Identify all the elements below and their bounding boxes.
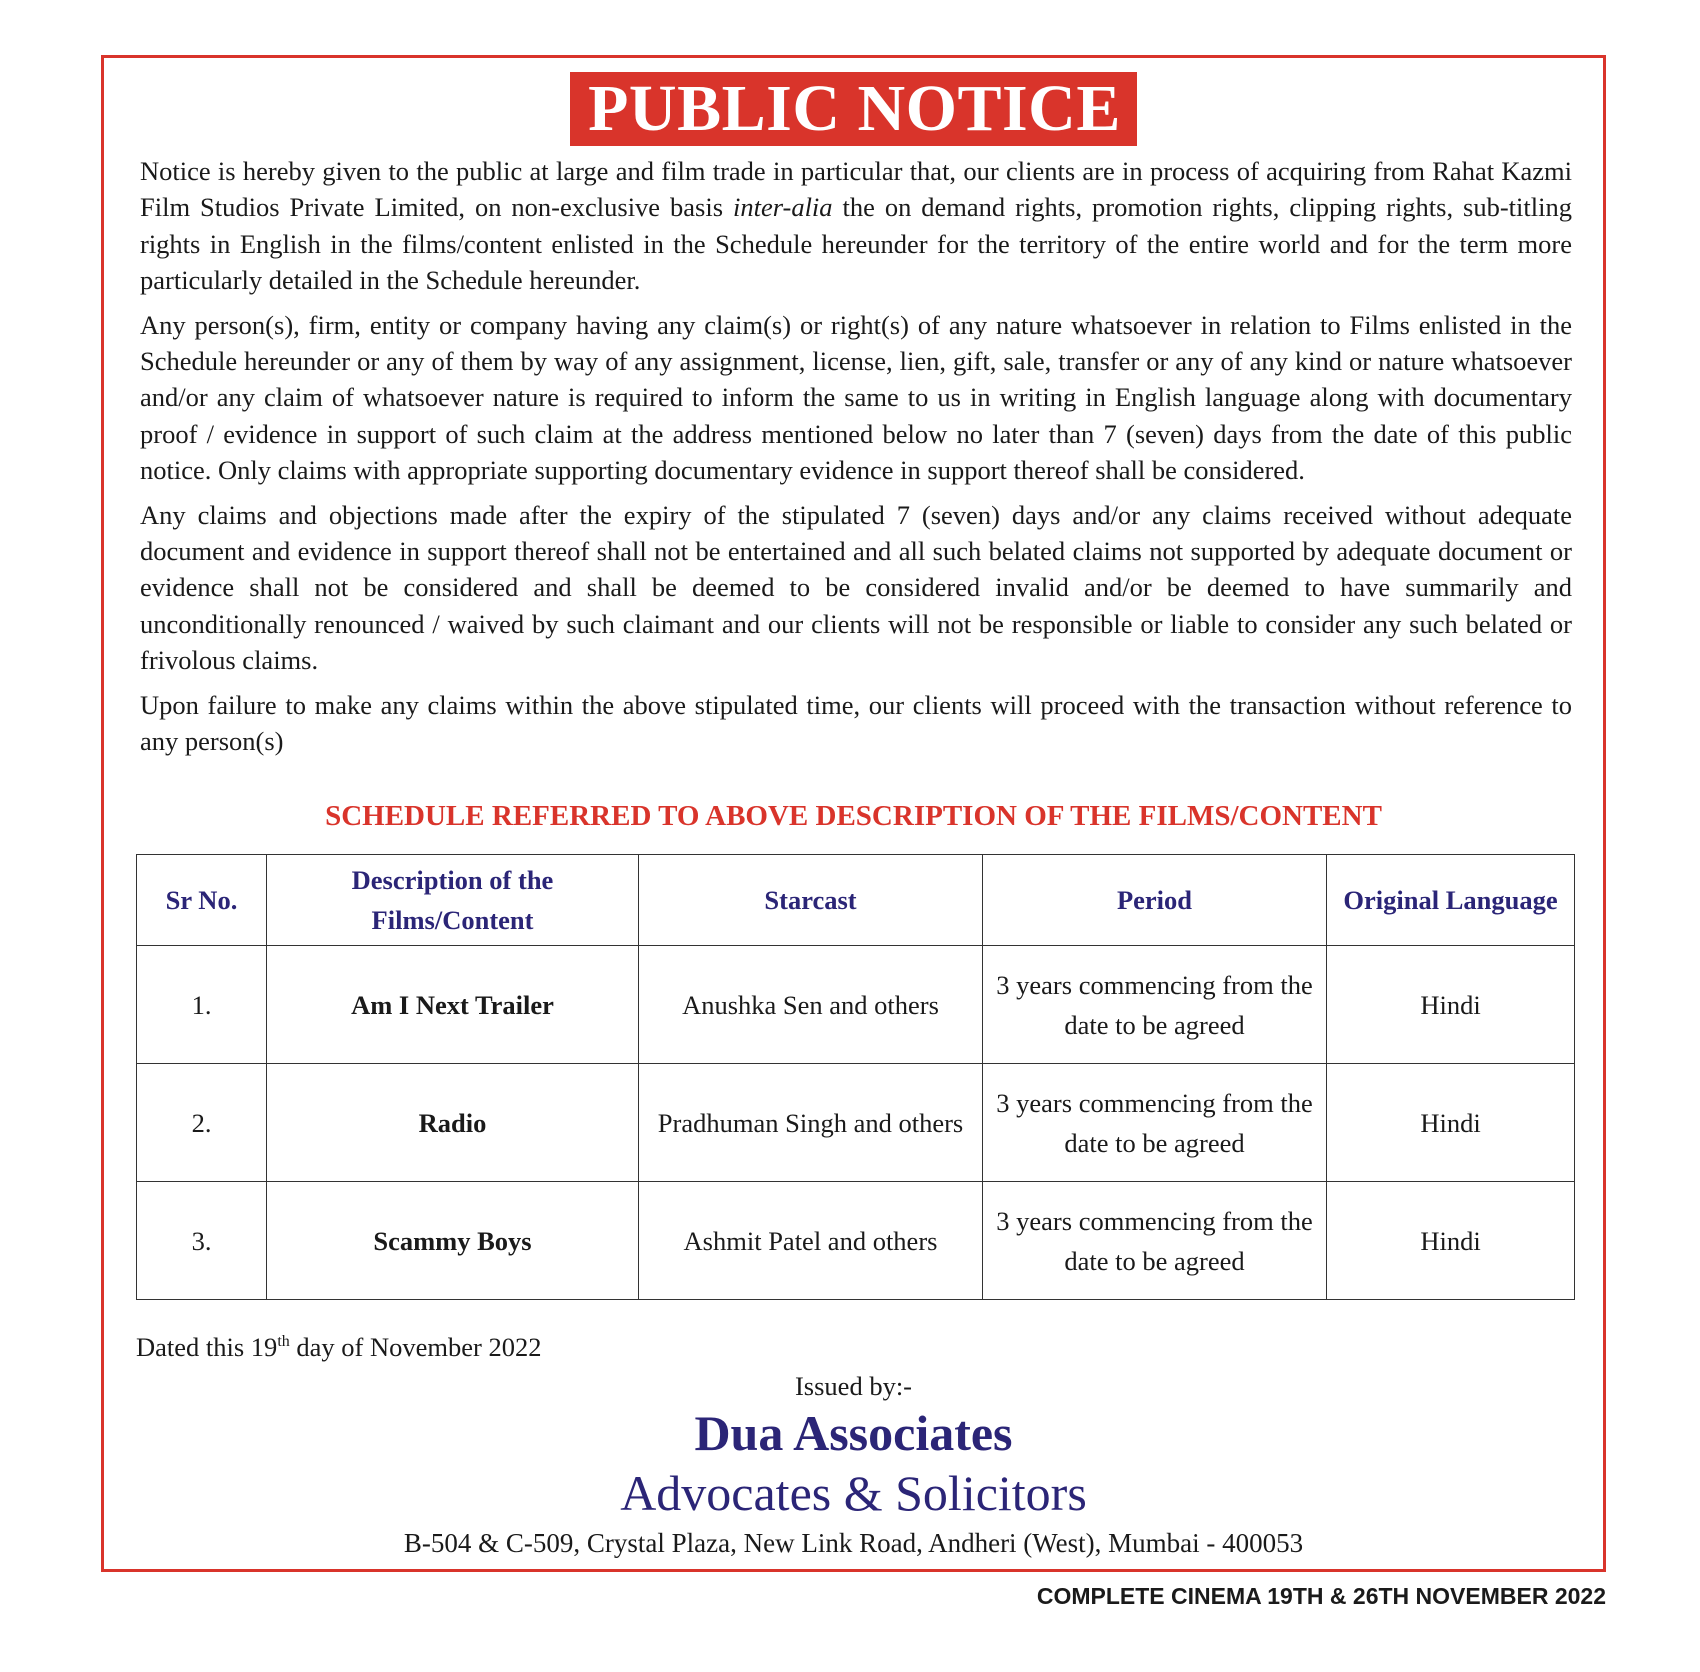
cell-starcast: Anushka Sen and others — [639, 946, 983, 1064]
table-row — [137, 1182, 1575, 1300]
firm-address: B-504 & C-509, Crystal Plaza, New Link Road, Andheri (West), Mumbai - 400053 — [403, 1528, 1304, 1558]
cell-sr: 1. — [137, 946, 267, 1064]
header-starcast: Starcast — [639, 855, 983, 946]
notice-title: PUBLIC NOTICE — [570, 72, 1137, 146]
cell-sr: 3. — [137, 1182, 267, 1300]
table-row — [137, 1064, 1575, 1182]
dated-ordinal: th — [277, 1333, 290, 1350]
issued-by: Issued by:- — [794, 1371, 913, 1401]
header-period: Period — [983, 855, 1327, 946]
dated-prefix: Dated this 19 — [136, 1331, 278, 1362]
schedule-heading: SCHEDULE REFERRED TO ABOVE DESCRIPTION OF THE FILMS/CONTENT — [325, 800, 1382, 832]
cell-period: 3 years commencing from the date to be agreed — [983, 1182, 1327, 1300]
paragraph-3: Any claims and objections made after the expiry of the stipulated 7 (seven) days and/or any claims received without adequate document and evidence in support thereof shall not be entertained and all such belated claims not supported by adequate document or evidence shall not be considered and shall be deemed to be considered invalid and/or be deemed to have summarily and unconditionally renounced / waived by such claimant and our clients will not be responsible or liable to consider any such belated or frivolous claims. — [140, 499, 1572, 676]
notice-body — [140, 153, 1572, 768]
header-language: Original Language — [1327, 855, 1575, 946]
cell-film: Am I Next Trailer — [267, 946, 639, 1064]
schedule-table — [136, 854, 1575, 1300]
paragraph-2: Any person(s), firm, entity or company having any claim(s) or right(s) of any nature whatsoever in relation to Films enlisted in the Schedule hereunder or any of them by way of any assignment, license, lien, gift, sale, transfer or any of any kind or nature whatsoever and/or any claim of whatsoever nature is required to inform the same to us in writing in English language along with documentary proof / evidence in support of such claim at the address mentioned below no later than 7 (seven) days from the date of this public notice. Only claims with appropriate supporting documentary evidence in support thereof shall be considered. — [140, 309, 1572, 486]
publication-footer: COMPLETE CINEMA 19TH & 26TH NOVEMBER 2022 — [1036, 1583, 1606, 1609]
cell-language: Hindi — [1327, 946, 1575, 1064]
cell-sr: 2. — [137, 1064, 267, 1182]
header-description: Description of the Films/Content — [267, 855, 639, 946]
paragraph-1-before: Notice is hereby given to the public at large and film trade in particular that, our clients are in process of acquiring from Rahat Kazmi Film Studios Private Limited, on non-exclusive basis — [140, 156, 1572, 223]
cell-language: Hindi — [1327, 1182, 1575, 1300]
cell-starcast: Pradhuman Singh and others — [639, 1064, 983, 1182]
table-row — [137, 946, 1575, 1064]
cell-film: Scammy Boys — [267, 1182, 639, 1300]
cell-language: Hindi — [1327, 1064, 1575, 1182]
dated-line — [136, 1324, 541, 1365]
cell-film: Radio — [267, 1064, 639, 1182]
cell-period: 3 years commencing from the date to be agreed — [983, 1064, 1327, 1182]
firm-subtitle: Advocates & Solicitors — [620, 1465, 1087, 1521]
header-sr-no: Sr No. — [137, 855, 267, 946]
title-wrap — [104, 72, 1603, 146]
notice-frame — [101, 55, 1606, 1572]
dated-suffix: day of November 2022 — [289, 1331, 542, 1362]
firm-name: Dua Associates — [694, 1405, 1013, 1461]
paragraph-1 — [140, 153, 1572, 299]
cell-period: 3 years commencing from the date to be agreed — [983, 946, 1327, 1064]
paragraph-1-italic: inter-alia — [732, 192, 833, 223]
paragraph-1-after: the on demand rights, promotion rights, clipping rights, sub-titling rights in English in the films/content enlisted in the Schedule hereunder for the territory of the entire world and for the term more particularly detailed in the Schedule hereunder. — [140, 192, 1572, 296]
cell-starcast: Ashmit Patel and others — [639, 1182, 983, 1300]
paragraph-4: Upon failure to make any claims within the above stipulated time, our clients will proceed with the transaction without reference to any person(s) — [140, 689, 1572, 757]
table-header-row — [137, 855, 1575, 946]
